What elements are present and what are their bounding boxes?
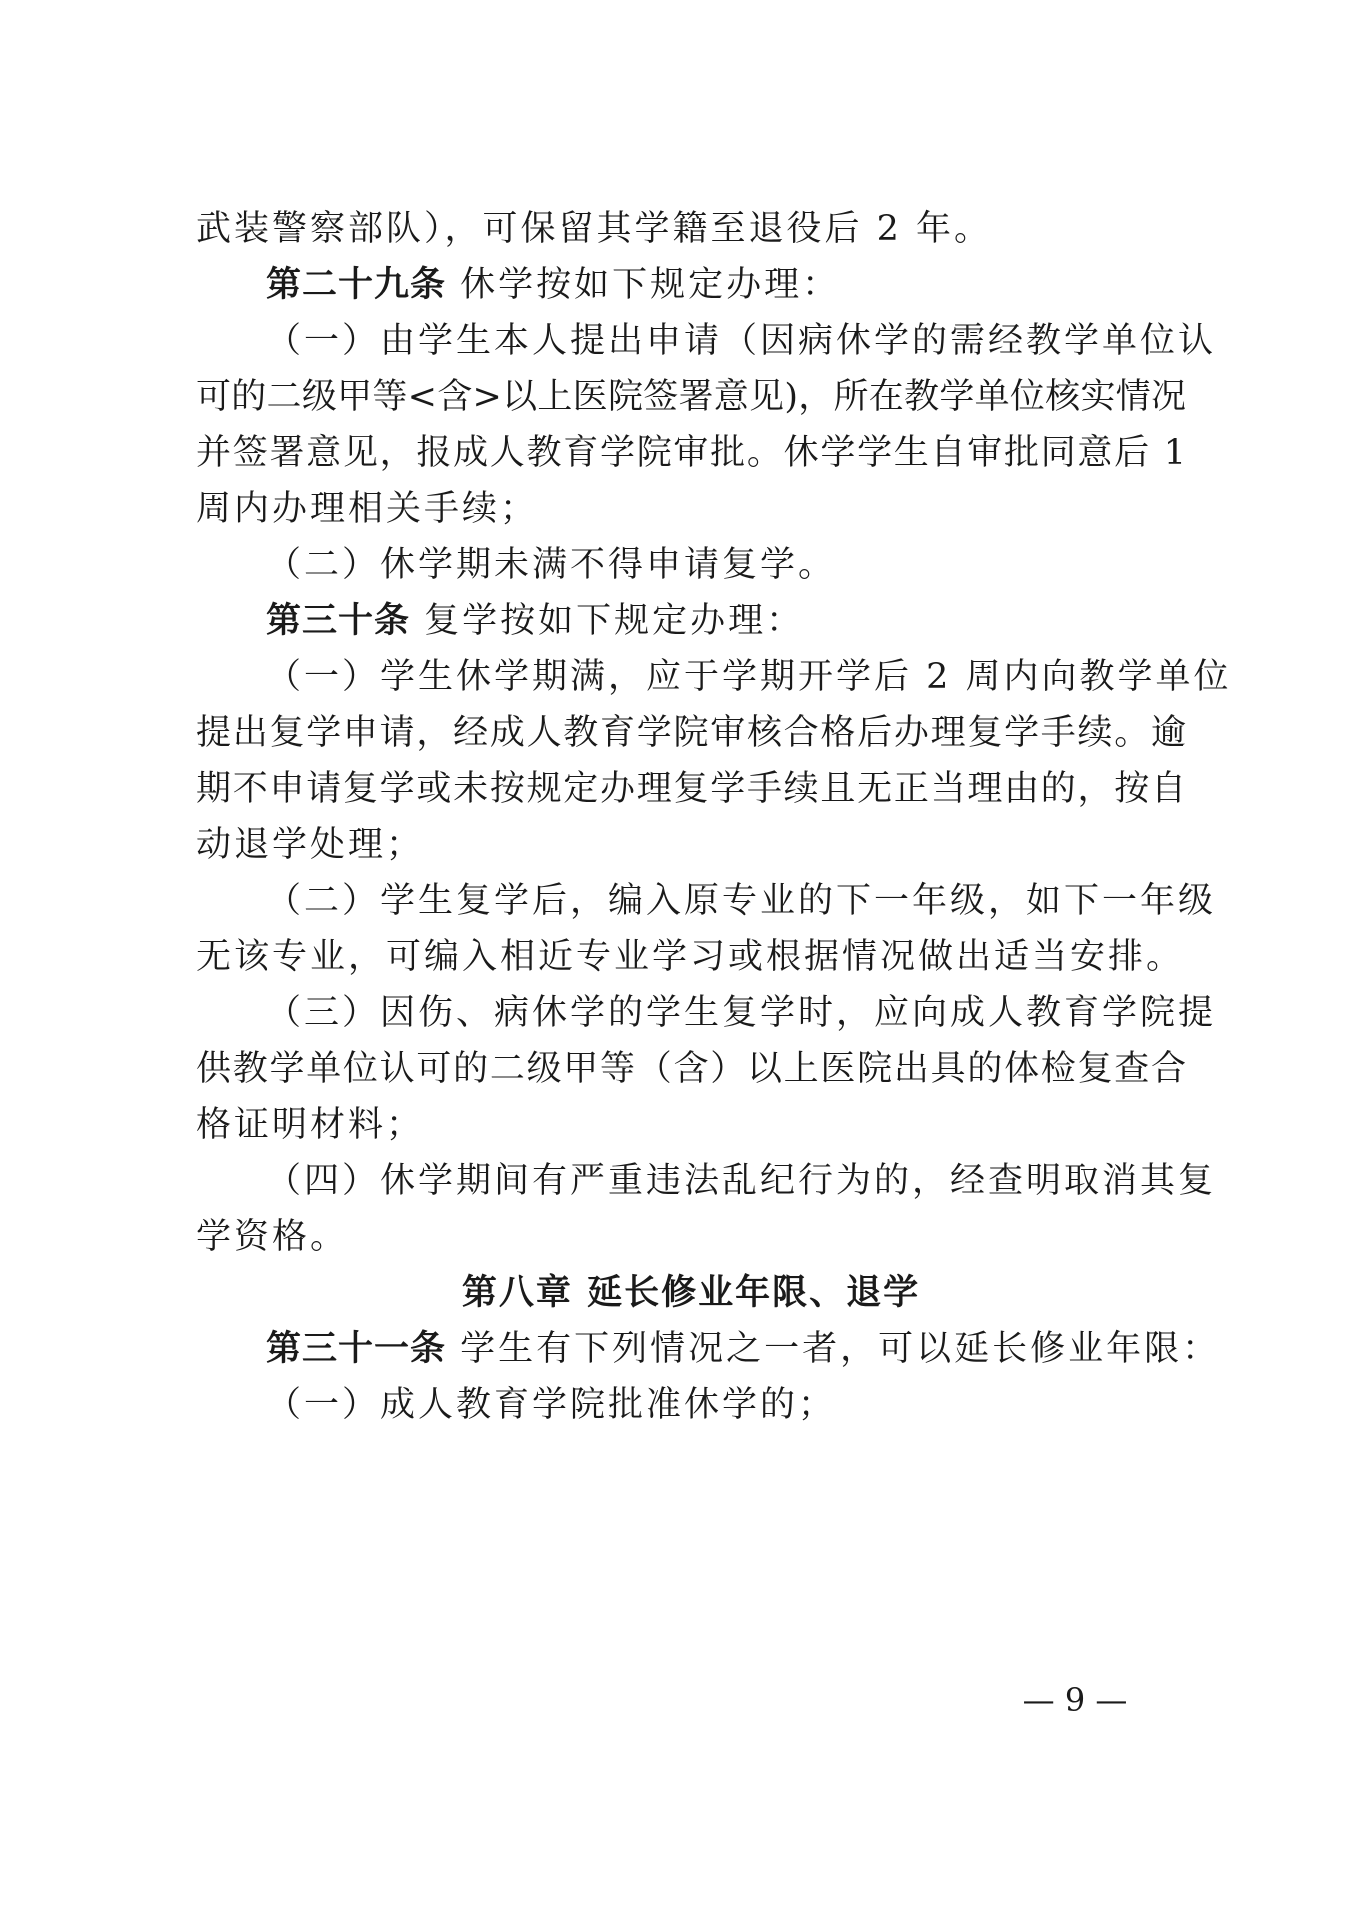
chapter-title: 第八章 延长修业年限、退学 xyxy=(461,1273,921,1313)
text-line xyxy=(196,376,1186,418)
text-line xyxy=(266,656,1232,698)
line-text: 复学按如下规定办理： xyxy=(424,601,805,641)
article-30-heading xyxy=(266,600,1186,642)
text-line xyxy=(196,1048,1186,1090)
text-line xyxy=(266,992,1217,1034)
article-31-heading xyxy=(266,1328,1221,1370)
line-text: （一）学生休学期满，应于学期开学后 2 周内向教学单位 xyxy=(266,657,1232,697)
text-line xyxy=(266,880,1217,922)
line-text: （一）成人教育学院批准休学的； xyxy=(266,1385,837,1425)
line-text: （二）学生复学后，编入原专业的下一年级，如下一年级 xyxy=(266,881,1217,921)
text-line xyxy=(196,712,1186,754)
text-line xyxy=(266,1384,1186,1426)
line-text: 格证明材料； xyxy=(196,1105,425,1145)
line-text: 提出复学申请，经成人教育学院审核合格后办理复学手续。逾 xyxy=(196,713,1186,753)
line-text: 动退学处理； xyxy=(196,825,425,865)
article-number: 第三十条 xyxy=(266,601,411,641)
text-line xyxy=(266,1160,1217,1202)
line-text: （三）因伤、病休学的学生复学时，应向成人教育学院提 xyxy=(266,993,1217,1033)
article-29-heading xyxy=(266,264,1186,306)
page-number: — 9 — xyxy=(1022,1681,1128,1719)
text-line xyxy=(196,1104,1186,1146)
document-page xyxy=(196,0,1232,1920)
line-text: （一）由学生本人提出申请（因病休学的需经教学单位认 xyxy=(266,321,1217,361)
line-text: 可的二级甲等<含>以上医院签署意见)，所在教学单位核实情况 xyxy=(196,377,1186,417)
line-text: 并签署意见，报成人教育学院审批。休学学生自审批同意后 1 xyxy=(196,433,1186,473)
text-line xyxy=(266,320,1217,362)
line-text: 武装警察部队），可保留其学籍至退役后 2 年。 xyxy=(196,209,993,249)
line-text: （二）休学期未满不得申请复学。 xyxy=(266,545,837,585)
text-line xyxy=(196,824,1186,866)
line-text: 期不申请复学或未按规定办理复学手续且无正当理由的，按自 xyxy=(196,769,1186,809)
line-text: 无该专业，可编入相近专业学习或根据情况做出适当安排。 xyxy=(196,937,1185,977)
line-text: 学资格。 xyxy=(196,1217,349,1257)
text-line xyxy=(196,1216,1186,1258)
line-text: 供教学单位认可的二级甲等（含）以上医院出具的体检复查合 xyxy=(196,1049,1186,1089)
article-number: 第三十一条 xyxy=(266,1329,447,1369)
text-line xyxy=(196,936,1186,978)
text-line xyxy=(196,768,1186,810)
text-line xyxy=(196,488,1186,530)
text-line xyxy=(196,208,1186,250)
article-number: 第二十九条 xyxy=(266,265,447,305)
line-text: （四）休学期间有严重违法乱纪行为的，经查明取消其复 xyxy=(266,1161,1217,1201)
line-text: 学生有下列情况之一者，可以延长修业年限： xyxy=(460,1329,1221,1369)
text-line xyxy=(266,544,1186,586)
line-text: 周内办理相关手续； xyxy=(196,489,539,529)
text-line xyxy=(196,432,1186,474)
line-text: 休学按如下规定办理： xyxy=(460,265,841,305)
